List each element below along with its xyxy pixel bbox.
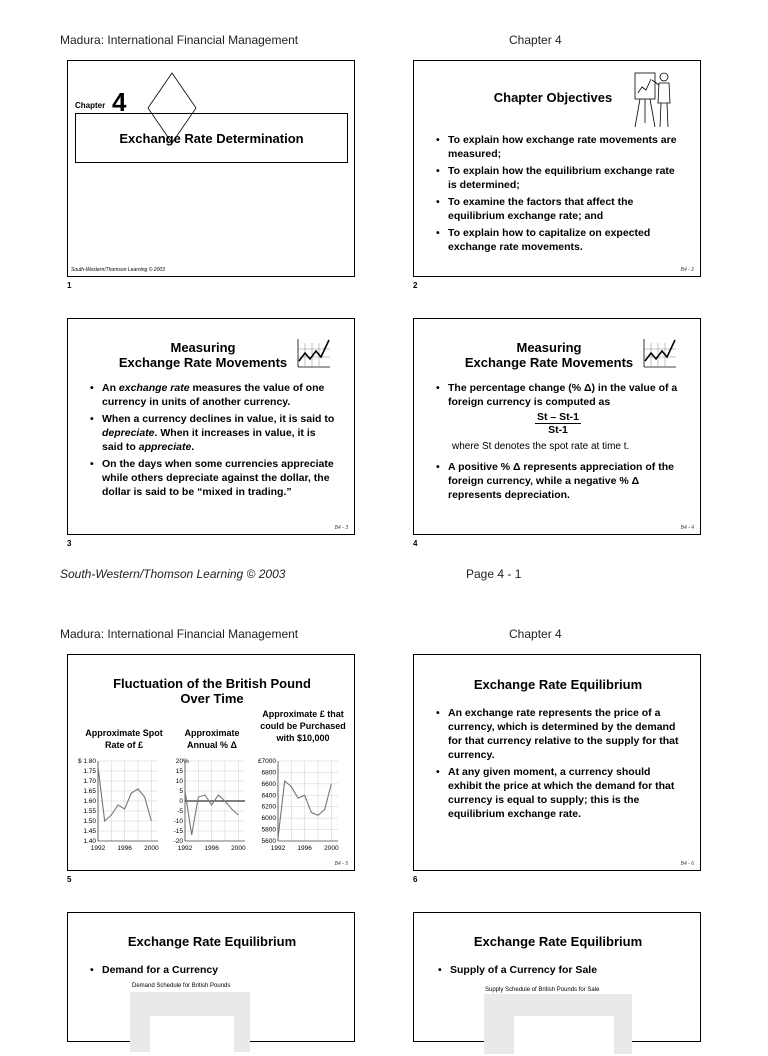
slide-title: Chapter Objectives — [493, 90, 613, 105]
formula — [414, 411, 702, 436]
figure-plot-area — [150, 1016, 234, 1056]
slide-5 — [67, 654, 355, 871]
slide-number: 2 — [413, 281, 418, 290]
slide-title: Exchange Rate Equilibrium — [473, 934, 643, 949]
x-tick-label: 2000 — [144, 845, 159, 852]
slide-title-line1: Measuring — [516, 340, 582, 355]
y-tick-label: 6600 — [261, 780, 276, 788]
slide-title-line2: Exchange Rate Movements — [118, 355, 288, 370]
y-tick-label: 15 — [175, 768, 183, 775]
bullet-list — [436, 460, 681, 505]
formula-note: where St denotes the spot rate at time t. — [452, 441, 630, 452]
y-tick-label: 10 — [175, 778, 183, 785]
bullet: • Supply of a Currency for Sale — [438, 963, 684, 977]
slide-2 — [413, 60, 701, 277]
figure-plot-area — [514, 1016, 614, 1056]
y-tick-label: -5 — [177, 808, 183, 815]
slide-number: 1 — [67, 281, 72, 290]
bullet-text: . — [191, 441, 195, 453]
slide-1 — [67, 60, 355, 277]
figure-caption: Supply Schedule of British Pounds for Sale — [485, 987, 600, 993]
slide-title: Exchange Rate Equilibrium — [473, 677, 643, 692]
bullet-text: . When it increases in value, it is said to — [102, 427, 316, 453]
slide-number: 3 — [67, 539, 72, 548]
slide-7 — [67, 912, 355, 1042]
slide-number: 5 — [67, 875, 72, 884]
formula-denominator: St-1 — [548, 424, 568, 436]
bullet: • At any given moment, a currency should exhibit the price at which the demand for that currency is equal to supply; this is the equilibrium exchange rate. — [436, 765, 682, 821]
bullet — [90, 412, 335, 454]
x-tick-label: 1996 — [117, 845, 132, 852]
y-tick-label: -20 — [173, 838, 183, 845]
y-unit-label: £ — [258, 758, 262, 765]
bullet-text: An — [102, 382, 119, 394]
x-tick-label: 1992 — [177, 845, 193, 852]
slide-title: Exchange Rate Equilibrium — [127, 934, 297, 949]
chapter-number: 4 — [112, 87, 127, 117]
presenter-easel-icon — [632, 67, 674, 129]
chapter-label: Chapter — [75, 101, 106, 110]
page-footer-right: Page 4 - 1 — [466, 567, 522, 581]
bullet: • A positive % Δ represents appreciation of the foreign currency, while a negative % Δ represents depreciation. — [436, 460, 681, 502]
term-exchange-rate: exchange rate — [118, 382, 190, 394]
y-tick-label: 1.55 — [83, 808, 96, 815]
bullet — [90, 381, 335, 409]
y-tick-label: 6000 — [261, 815, 276, 823]
bullet-list — [436, 381, 681, 412]
bullet: • The percentage change (% Δ) in the value of a foreign currency is computed as — [436, 381, 681, 409]
supply-schedule-figure — [484, 994, 632, 1054]
slide-3 — [67, 318, 355, 535]
y-tick-label: -15 — [173, 828, 183, 835]
term-depreciate: depreciate — [102, 427, 155, 439]
slide-id: B4 - 3 — [334, 525, 348, 531]
page-header-left: Madura: International Financial Management — [60, 627, 299, 641]
x-tick-label: 1996 — [297, 845, 312, 852]
y-tick-label: 1.80 — [83, 758, 96, 765]
y-tick-label: 5 — [179, 788, 183, 795]
chart-title-spot-rate: Approximate Spot Rate of £ — [85, 728, 163, 750]
slide-number: 6 — [413, 875, 418, 884]
page-header-right: Chapter 4 — [509, 33, 562, 47]
bullet: • To examine the factors that affect the equilibrium exchange rate; and — [436, 195, 680, 223]
slide-4 — [413, 318, 701, 535]
y-tick-label: 1.70 — [83, 778, 96, 785]
bullet-list — [436, 706, 682, 824]
bullet: • Demand for a Currency — [90, 963, 336, 977]
page-header-right: Chapter 4 — [509, 627, 562, 641]
chart-title-pounds-purchased: Approximate £ that could be Purchased with $10,000 — [260, 709, 346, 743]
y-tick-label: 5800 — [261, 826, 276, 834]
x-tick-label: 1992 — [270, 845, 286, 852]
y-tick-label: 1.50 — [83, 818, 96, 825]
bullet-list — [90, 381, 335, 502]
bullet: • On the days when some currencies appreciate while others depreciate against the dollar, the dollar is said to be “mixed in trading.” — [90, 457, 335, 499]
page-header-left: Madura: International Financial Management — [60, 33, 299, 47]
bullet: • To explain how exchange rate movements are measured; — [436, 133, 680, 161]
pound-fluctuation-charts — [68, 753, 356, 863]
bullet-list — [90, 963, 336, 980]
chart-growth-icon — [296, 337, 332, 369]
slide-8 — [413, 912, 701, 1042]
slide-title: Exchange Rate Determination — [119, 131, 304, 146]
y-tick-label: 1.40 — [83, 838, 96, 845]
term-appreciate: appreciate — [138, 441, 192, 453]
y-tick-label: 1.45 — [83, 828, 96, 835]
slide-id: B4 - 6 — [680, 861, 694, 867]
slide-id: B4 - 4 — [680, 525, 694, 531]
y-tick-label: 1.65 — [83, 788, 96, 795]
y-tick-label: 7000 — [261, 758, 276, 765]
formula-numerator: St – St-1 — [536, 411, 579, 423]
chart-title-annual-change: Approximate Annual % Δ — [184, 728, 240, 750]
slide-id: B4 - 5 — [334, 861, 348, 867]
y-tick-label: -10 — [173, 818, 183, 825]
slide-title-line2: Over Time — [180, 691, 244, 706]
x-tick-label: 1996 — [204, 845, 219, 852]
figure-caption: Demand Schedule for British Pounds — [132, 983, 231, 989]
bullet-list — [438, 963, 684, 980]
y-unit-label: % — [183, 758, 189, 765]
y-tick-label: 20 — [175, 758, 183, 765]
page-footer-left: South-Western/Thomson Learning © 2003 — [60, 567, 286, 581]
x-tick-label: 1992 — [90, 845, 106, 852]
slide-title-line1: Fluctuation of the British Pound — [113, 676, 311, 691]
bullet-list — [436, 133, 680, 257]
chart-growth-icon — [642, 337, 678, 369]
bullet: • To explain how to capitalize on expected exchange rate movements. — [436, 226, 680, 254]
slide-title-line1: Measuring — [170, 340, 236, 355]
bullet-text: measures the value of one currency in units of another currency. — [102, 382, 325, 408]
bullet: • An exchange rate represents the price of a currency, which is determined by the demand for that currency relative to the supply for that currency. — [436, 706, 682, 762]
demand-schedule-figure — [130, 992, 250, 1052]
slide-6 — [413, 654, 701, 871]
bullet-text: When a currency declines in value, it is said to — [102, 413, 335, 425]
y-tick-label: 6400 — [261, 792, 276, 800]
y-tick-label: 0 — [179, 798, 183, 805]
slide-title-line2: Exchange Rate Movements — [464, 355, 634, 370]
y-unit-label: $ — [78, 758, 82, 765]
y-tick-label: 6200 — [261, 803, 276, 811]
y-tick-label: 5600 — [261, 838, 276, 845]
slide-id: B4 - 2 — [680, 267, 694, 273]
x-tick-label: 2000 — [324, 845, 339, 852]
x-tick-label: 2000 — [231, 845, 246, 852]
y-tick-label: 1.60 — [83, 798, 96, 805]
slide-number: 4 — [413, 539, 418, 548]
slide-footer: South-Western/Thomson Learning © 2003 — [71, 267, 165, 273]
y-tick-label: 1.75 — [83, 768, 96, 775]
y-tick-label: 6800 — [261, 769, 276, 777]
bullet: • To explain how the equilibrium exchange rate is determined; — [436, 164, 680, 192]
